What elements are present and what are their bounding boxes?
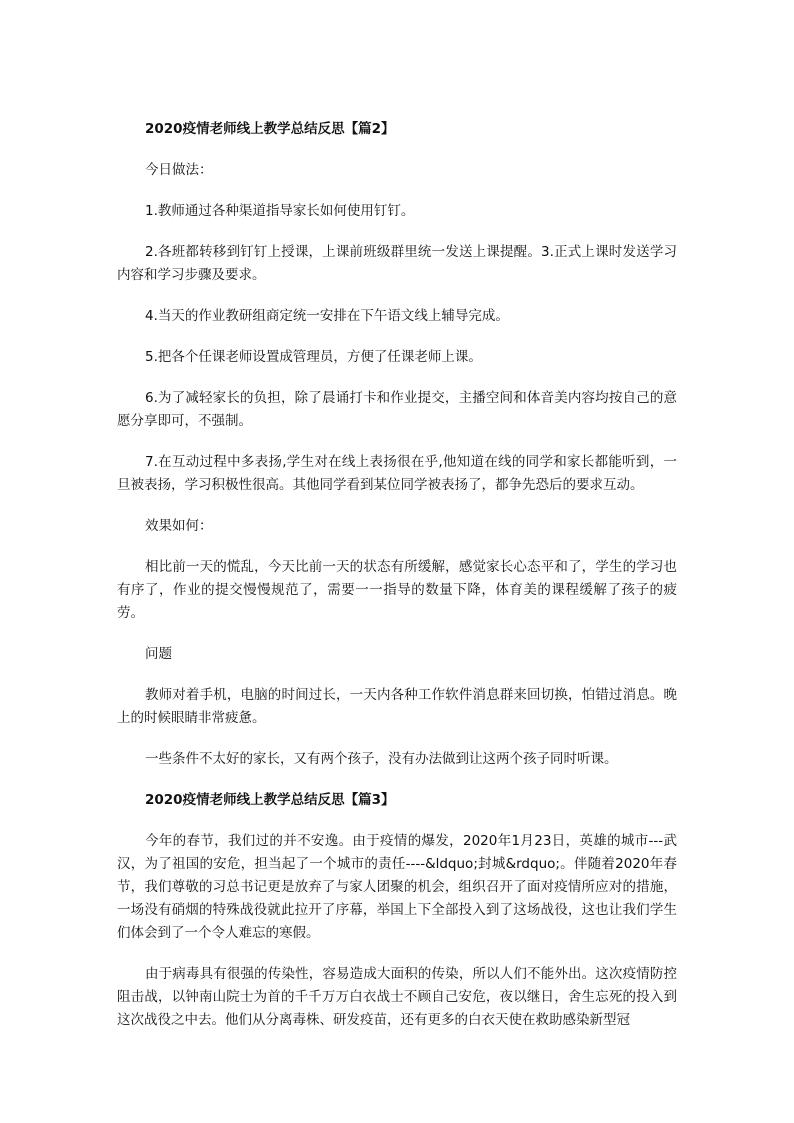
paragraph: 相比前一天的慌乱，今天比前一天的状态有所缓解，感觉家长心态平和了，学生的学习也有序了，作业的提交慢慢规范了，需要一一指导的数量下降，体育美的课程缓解了孩子的疲劳。: [117, 559, 677, 621]
paragraph: 效果如何：: [145, 518, 213, 534]
paragraph: 1.教师通过各种渠道指导家长如何使用钉钉。: [145, 203, 415, 219]
paragraph: 6.为了减轻家长的负担，除了晨诵打卡和作业提交，主播空间和体音美内容均按自己的意愿分享即可，不强制。: [117, 390, 677, 429]
paragraph: 由于病毒具有很强的传染性，容易造成大面积的传染，所以人们不能外出。这次疫情防控阻击战，以钟南山院士为首的千千万万白衣战士不顾自己安危，夜以继日，舍生忘死的投入到这次战役之中去。他们从分离毒株、研发疫苗，还有更多的白衣天使在救助感染新型冠: [117, 966, 677, 1028]
paragraph: 今年的春节，我们过的并不安逸。由于疫情的爆发，2020年1月23日，英雄的城市---武汉，为了祖国的安危，担当起了一个城市的责任----&ldquo;封城&rdquo;。伴随着2020年春节，我们尊敬的习总书记更是放弃了与家人团聚的机会，组织召开了面对疫情所应对的措施，一场没有硝烟的特殊战役就此拉开了序幕，举国上下全部投入到了这场战役，这也让我们学生们体会到了一个令人难忘的寒假。: [117, 833, 677, 941]
document-page: [117, 118, 677, 1032]
paragraph: 问题: [145, 646, 172, 662]
paragraph: 教师对着手机，电脑的时间过长，一天内各种工作软件消息群来回切换，怕错过消息。晚上的时候眼睛非常疲惫。: [117, 687, 677, 726]
paragraph: 今日做法：: [145, 162, 213, 178]
paragraph: 7.在互动过程中多表扬,学生对在线上表扬很在乎,他知道在线的同学和家长都能听到，一旦被表扬，学习积极性很高。其他同学看到某位同学被表扬了，都争先恐后的要求互动。: [117, 454, 677, 493]
section-heading-part2: 2020疫情老师线上教学总结反思【篇2】: [145, 121, 395, 137]
section-heading-part3: 2020疫情老师线上教学总结反思【篇3】: [145, 792, 395, 808]
paragraph: 5.把各个任课老师设置成管理员，方便了任课老师上课。: [145, 349, 482, 365]
paragraph: 4.当天的作业教研组商定统一安排在下午语文线上辅导完成。: [145, 308, 509, 324]
paragraph: 2.各班都转移到钉钉上授课，上课前班级群里统一发送上课提醒。3.正式上课时发送学习内容和学习步骤及要求。: [117, 244, 677, 283]
paragraph: 一些条件不太好的家长，又有两个孩子，没有办法做到让这两个孩子同时听课。: [145, 751, 618, 767]
